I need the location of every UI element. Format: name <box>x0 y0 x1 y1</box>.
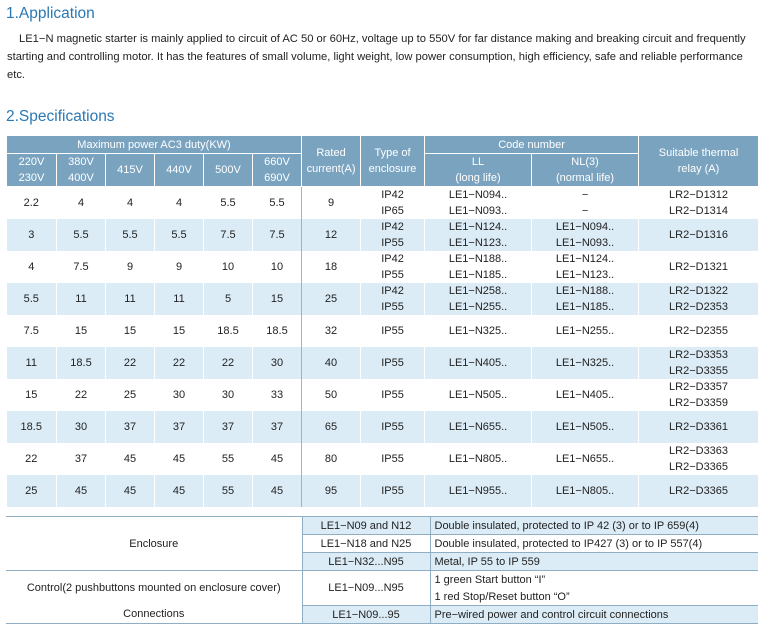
power-cell: 22 <box>7 443 57 475</box>
code-ll-cell: LE1−N405.. <box>425 347 532 379</box>
thermal-relay-cell: LR2−D3357 LR2−D3359 <box>639 379 759 411</box>
rated-current-header: Rated current(A) <box>302 136 361 187</box>
voltage-header: 380V 400V <box>57 154 106 187</box>
enclosure-type-cell: IP55 <box>361 411 425 443</box>
spec-row <box>7 283 759 315</box>
enclosure-code: LE1−N18 and N25 <box>302 535 430 553</box>
spec-row <box>7 219 759 251</box>
power-cell: 5.5 <box>57 219 106 251</box>
enclosure-label: Enclosure <box>6 517 302 571</box>
enclosure-desc: Double insulated, protected to IP 42 (3) or to IP 659(4) <box>430 517 758 535</box>
power-cell: 30 <box>155 379 204 411</box>
enclosure-type-cell: IP42 IP65 <box>361 187 425 220</box>
enclosure-type-cell: IP55 <box>361 443 425 475</box>
voltage-header: 500V <box>204 154 253 187</box>
thermal-relay-cell: LR2−D3365 <box>639 475 759 507</box>
code-number-header: Code number <box>425 136 639 154</box>
code-ll-cell: LE1−N124.. LE1−N123.. <box>425 219 532 251</box>
power-cell: 11 <box>106 283 155 315</box>
code-nl-cell: LE1−N255.. <box>532 315 639 347</box>
enclosure-type-cell: IP42 IP55 <box>361 283 425 315</box>
power-cell: 45 <box>106 443 155 475</box>
max-power-header: Maximum power AC3 duty(KW) <box>7 136 302 154</box>
power-cell: 4 <box>155 187 204 220</box>
code-nl-cell: LE1−N405.. <box>532 379 639 411</box>
nl-header: NL(3) (normal life) <box>532 154 639 187</box>
power-cell: 11 <box>57 283 106 315</box>
spec-row <box>7 251 759 283</box>
power-cell: 45 <box>155 475 204 507</box>
enclosure-type-cell: IP55 <box>361 379 425 411</box>
control-code: LE1−N09...N95 <box>302 571 430 606</box>
spec-row <box>7 475 759 507</box>
enclosure-desc: Metal, IP 55 to IP 559 <box>430 553 758 571</box>
power-cell: 22 <box>57 379 106 411</box>
power-cell: 15 <box>106 315 155 347</box>
voltage-header: 415V <box>106 154 155 187</box>
code-nl-cell: LE1−N124.. LE1−N123.. <box>532 251 639 283</box>
power-cell: 15 <box>57 315 106 347</box>
power-cell: 7.5 <box>253 219 302 251</box>
power-cell: 18.5 <box>57 347 106 379</box>
rated-current-cell: 80 <box>302 443 361 475</box>
power-cell: 4 <box>7 251 57 283</box>
power-cell: 10 <box>204 251 253 283</box>
code-nl-cell: LE1−N188.. LE1−N185.. <box>532 283 639 315</box>
spec-row <box>7 411 759 443</box>
power-cell: 37 <box>106 411 155 443</box>
enclosure-type-cell: IP42 IP55 <box>361 219 425 251</box>
power-cell: 22 <box>155 347 204 379</box>
code-ll-cell: LE1−N955.. <box>425 475 532 507</box>
power-cell: 55 <box>204 475 253 507</box>
power-cell: 9 <box>155 251 204 283</box>
ll-header: LL (long life) <box>425 154 532 187</box>
spec-row <box>7 315 759 347</box>
rated-current-cell: 9 <box>302 187 361 220</box>
thermal-relay-header: Suitable thermal relay (A) <box>639 136 759 187</box>
rated-current-cell: 40 <box>302 347 361 379</box>
code-ll-cell: LE1−N655.. <box>425 411 532 443</box>
spec-row <box>7 443 759 475</box>
code-ll-cell: LE1−N094.. LE1−N093.. <box>425 187 532 220</box>
voltage-header: 440V <box>155 154 204 187</box>
power-cell: 5.5 <box>204 187 253 220</box>
application-text: LE1−N magnetic starter is mainly applied to circuit of AC 50 or 60Hz, voltage up to 550V for far distance making and breaking circuit and frequently starting and controlling motor. It has the features of small volume, light weight, low power consumption, high efficiency, safe and reliable performance etc. <box>7 33 746 81</box>
thermal-relay-cell: LR2−D1321 <box>639 251 759 283</box>
code-ll-cell: LE1−N805.. <box>425 443 532 475</box>
code-nl-cell: − − <box>532 187 639 220</box>
thermal-relay-cell: LR2−D1312 LR2−D1314 <box>639 187 759 220</box>
rated-current-cell: 95 <box>302 475 361 507</box>
power-cell: 11 <box>155 283 204 315</box>
enclosure-type-cell: IP42 IP55 <box>361 251 425 283</box>
specifications-table <box>6 135 759 507</box>
power-cell: 10 <box>253 251 302 283</box>
power-cell: 55 <box>204 443 253 475</box>
code-nl-cell: LE1−N655.. <box>532 443 639 475</box>
spec-row <box>7 379 759 411</box>
power-cell: 45 <box>106 475 155 507</box>
power-cell: 18.5 <box>253 315 302 347</box>
power-cell: 7.5 <box>57 251 106 283</box>
code-nl-cell: LE1−N325.. <box>532 347 639 379</box>
rated-current-cell: 18 <box>302 251 361 283</box>
enclosure-code: LE1−N32...N95 <box>302 553 430 571</box>
rated-current-cell: 25 <box>302 283 361 315</box>
power-cell: 30 <box>253 347 302 379</box>
power-cell: 2.2 <box>7 187 57 220</box>
power-cell: 33 <box>253 379 302 411</box>
specifications-heading: 2.Specifications <box>6 108 115 125</box>
rated-current-cell: 65 <box>302 411 361 443</box>
rated-current-cell: 12 <box>302 219 361 251</box>
power-cell: 45 <box>155 443 204 475</box>
power-cell: 3 <box>7 219 57 251</box>
power-cell: 18.5 <box>7 411 57 443</box>
enclosure-type-header: Type of enclosure <box>361 136 425 187</box>
power-cell: 45 <box>253 475 302 507</box>
rated-current-cell: 32 <box>302 315 361 347</box>
power-cell: 25 <box>106 379 155 411</box>
enclosure-desc: Double insulated, protected to IP427 (3) or to IP 557(4) <box>430 535 758 553</box>
power-cell: 5.5 <box>155 219 204 251</box>
power-cell: 5 <box>204 283 253 315</box>
power-cell: 5.5 <box>106 219 155 251</box>
power-cell: 5.5 <box>7 283 57 315</box>
power-cell: 30 <box>57 411 106 443</box>
rated-current-cell: 50 <box>302 379 361 411</box>
control-label: Control(2 pushbuttons mounted on enclosure cover) <box>6 571 302 606</box>
power-cell: 45 <box>253 443 302 475</box>
power-cell: 45 <box>57 475 106 507</box>
connections-desc: Pre−wired power and control circuit connections <box>430 606 758 624</box>
power-cell: 18.5 <box>204 315 253 347</box>
control-desc: 1 red Stop/Reset button “O” <box>434 590 570 603</box>
power-cell: 4 <box>57 187 106 220</box>
connections-code: LE1−N09...95 <box>302 606 430 624</box>
enclosure-type-cell: IP55 <box>361 315 425 347</box>
power-cell: 15 <box>253 283 302 315</box>
voltage-header: 660V 690V <box>253 154 302 187</box>
thermal-relay-cell: LR2−D3361 <box>639 411 759 443</box>
thermal-relay-cell: LR2−D2355 <box>639 315 759 347</box>
code-ll-cell: LE1−N258.. LE1−N255.. <box>425 283 532 315</box>
code-nl-cell: LE1−N094.. LE1−N093.. <box>532 219 639 251</box>
voltage-header: 220V 230V <box>7 154 57 187</box>
power-cell: 25 <box>7 475 57 507</box>
power-cell: 9 <box>106 251 155 283</box>
enclosure-type-cell: IP55 <box>361 347 425 379</box>
thermal-relay-cell: LR2−D1322 LR2−D2353 <box>639 283 759 315</box>
power-cell: 37 <box>155 411 204 443</box>
enclosure-type-cell: IP55 <box>361 475 425 507</box>
power-cell: 37 <box>57 443 106 475</box>
accessories-table <box>6 516 758 624</box>
spec-row <box>7 347 759 379</box>
connections-label: Connections <box>6 606 302 624</box>
code-ll-cell: LE1−N325.. <box>425 315 532 347</box>
power-cell: 37 <box>204 411 253 443</box>
code-ll-cell: LE1−N505.. <box>425 379 532 411</box>
code-ll-cell: LE1−N188.. LE1−N185.. <box>425 251 532 283</box>
power-cell: 22 <box>204 347 253 379</box>
power-cell: 11 <box>7 347 57 379</box>
power-cell: 7.5 <box>204 219 253 251</box>
power-cell: 37 <box>253 411 302 443</box>
power-cell: 15 <box>155 315 204 347</box>
thermal-relay-cell: LR2−D3353 LR2−D3355 <box>639 347 759 379</box>
power-cell: 30 <box>204 379 253 411</box>
control-desc: 1 green Start button “I” <box>430 571 758 589</box>
code-nl-cell: LE1−N505.. <box>532 411 639 443</box>
code-nl-cell: LE1−N805.. <box>532 475 639 507</box>
spec-row <box>7 187 759 220</box>
power-cell: 7.5 <box>7 315 57 347</box>
thermal-relay-cell: LR2−D1316 <box>639 219 759 251</box>
thermal-relay-cell: LR2−D3363 LR2−D3365 <box>639 443 759 475</box>
power-cell: 15 <box>7 379 57 411</box>
enclosure-code: LE1−N09 and N12 <box>302 517 430 535</box>
power-cell: 5.5 <box>253 187 302 220</box>
power-cell: 22 <box>106 347 155 379</box>
power-cell: 4 <box>106 187 155 220</box>
application-heading: 1.Application <box>6 5 95 22</box>
